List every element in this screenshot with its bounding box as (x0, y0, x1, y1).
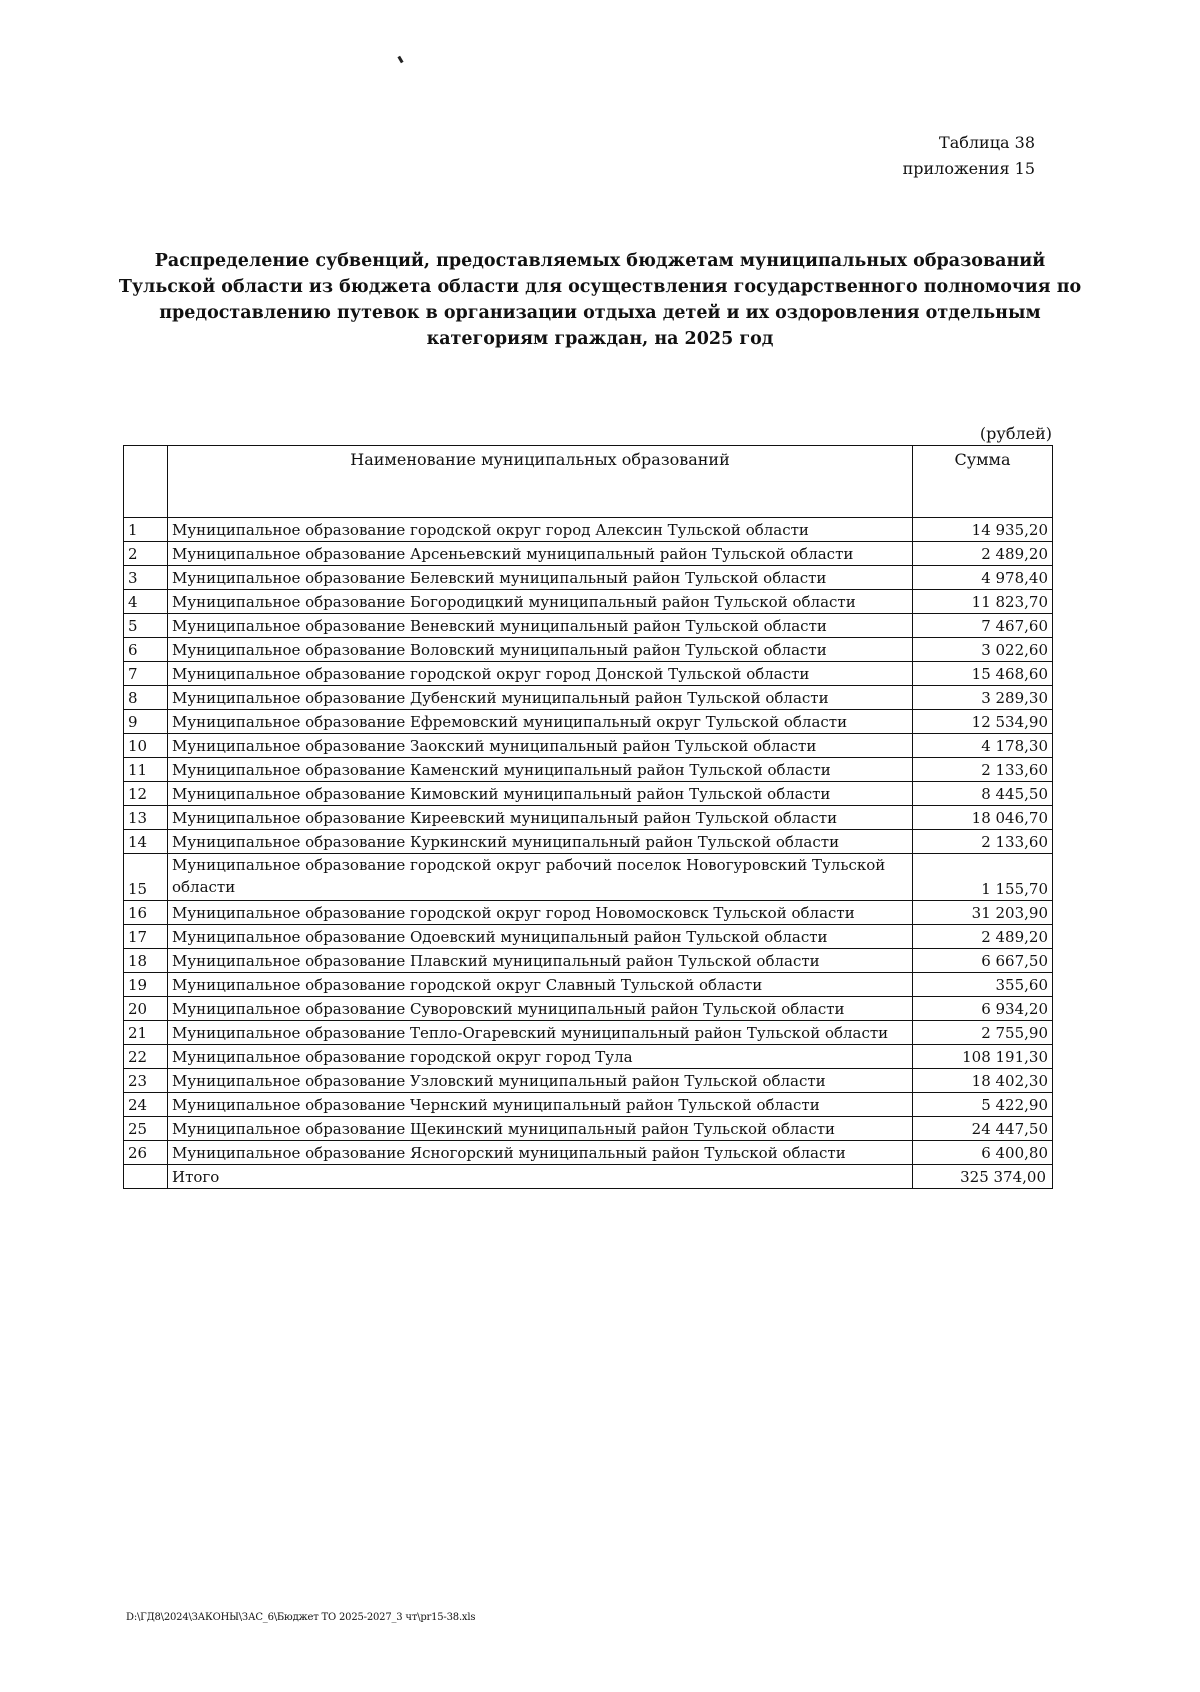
row-number: 15 (124, 854, 168, 901)
header-sum-cell: Сумма (913, 446, 1053, 518)
table-row (124, 806, 1053, 830)
municipality-name: Муниципальное образование Плавский муниципальный район Тульской области (168, 949, 913, 973)
municipality-name: Муниципальное образование Киреевский муниципальный район Тульской области (168, 806, 913, 830)
row-number: 23 (124, 1069, 168, 1093)
scan-artifact (397, 56, 403, 64)
municipality-name: Муниципальное образование Щекинский муниципальный район Тульской области (168, 1117, 913, 1141)
row-number: 8 (124, 686, 168, 710)
amount: 2 133,60 (913, 830, 1053, 854)
table-row (124, 686, 1053, 710)
amount: 8 445,50 (913, 782, 1053, 806)
table-row (124, 925, 1053, 949)
row-number: 17 (124, 925, 168, 949)
row-number: 25 (124, 1117, 168, 1141)
table-row (124, 854, 1053, 901)
table-row (124, 973, 1053, 997)
municipality-name: Муниципальное образование Суворовский муниципальный район Тульской области (168, 997, 913, 1021)
document-title (100, 248, 1100, 352)
row-number: 21 (124, 1021, 168, 1045)
municipality-name: Муниципальное образование Арсеньевский муниципальный район Тульской области (168, 542, 913, 566)
amount: 15 468,60 (913, 662, 1053, 686)
amount: 4 178,30 (913, 734, 1053, 758)
amount: 2 755,90 (913, 1021, 1053, 1045)
amount: 18 046,70 (913, 806, 1053, 830)
total-row (124, 1165, 1053, 1189)
table-row (124, 638, 1053, 662)
row-number: 10 (124, 734, 168, 758)
amount: 3 022,60 (913, 638, 1053, 662)
amount: 31 203,90 (913, 901, 1053, 925)
row-number: 9 (124, 710, 168, 734)
row-number: 22 (124, 1045, 168, 1069)
subsidy-table (123, 445, 1053, 1189)
municipality-name: Муниципальное образование Заокский муниципальный район Тульской области (168, 734, 913, 758)
table-reference (903, 130, 1035, 182)
row-number: 24 (124, 1093, 168, 1117)
total-label: Итого (168, 1165, 913, 1189)
row-number: 6 (124, 638, 168, 662)
table-row (124, 758, 1053, 782)
amount: 2 133,60 (913, 758, 1053, 782)
municipality-name: Муниципальное образование городской округ город Тула (168, 1045, 913, 1069)
table-header-row (124, 446, 1053, 518)
total-amount: 325 374,00 (913, 1165, 1053, 1189)
appendix-number: приложения 15 (902, 159, 1035, 178)
row-number: 13 (124, 806, 168, 830)
table-row (124, 590, 1053, 614)
municipality-name: Муниципальное образование городской округ Славный Тульской области (168, 973, 913, 997)
row-number: 4 (124, 590, 168, 614)
municipality-name: Муниципальное образование Дубенский муниципальный район Тульской области (168, 686, 913, 710)
amount: 6 667,50 (913, 949, 1053, 973)
table-row (124, 614, 1053, 638)
row-number: 12 (124, 782, 168, 806)
file-path: D:\ГД8\2024\ЗАКОНЫ\ЗАС_6\Бюджет ТО 2025-2027_3 чт\pr15-38.xls (126, 1612, 476, 1623)
municipality-name: Муниципальное образование Одоевский муниципальный район Тульской области (168, 925, 913, 949)
row-number: 7 (124, 662, 168, 686)
amount: 3 289,30 (913, 686, 1053, 710)
table-row (124, 1117, 1053, 1141)
municipality-name: Муниципальное образование Куркинский муниципальный район Тульской области (168, 830, 913, 854)
table-row (124, 1069, 1053, 1093)
title-line: категориям граждан, на 2025 год (426, 329, 774, 349)
amount: 6 934,20 (913, 997, 1053, 1021)
table-row (124, 734, 1053, 758)
header-name-cell: Наименование муниципальных образований (168, 446, 913, 518)
municipality-name: Муниципальное образование городской округ город Алексин Тульской области (168, 518, 913, 542)
amount: 1 155,70 (913, 854, 1053, 901)
municipality-name: Муниципальное образование Белевский муниципальный район Тульской области (168, 566, 913, 590)
title-line: предоставлению путевок в организации отдыха детей и их оздоровления отдельным (159, 303, 1041, 323)
amount: 7 467,60 (913, 614, 1053, 638)
amount: 12 534,90 (913, 710, 1053, 734)
currency-unit: (рублей) (979, 424, 1052, 443)
municipality-name: Муниципальное образование Чернский муниципальный район Тульской области (168, 1093, 913, 1117)
table-row (124, 542, 1053, 566)
amount: 14 935,20 (913, 518, 1053, 542)
row-number: 20 (124, 997, 168, 1021)
amount: 6 400,80 (913, 1141, 1053, 1165)
row-number: 2 (124, 542, 168, 566)
municipality-name: Муниципальное образование Тепло-Огаревский муниципальный район Тульской области (168, 1021, 913, 1045)
municipality-name: Муниципальное образование Каменский муниципальный район Тульской области (168, 758, 913, 782)
row-number: 16 (124, 901, 168, 925)
row-number: 19 (124, 973, 168, 997)
total-num-cell (124, 1165, 168, 1189)
amount: 355,60 (913, 973, 1053, 997)
table-row (124, 518, 1053, 542)
municipality-name: Муниципальное образование Кимовский муниципальный район Тульской области (168, 782, 913, 806)
municipality-name: Муниципальное образование Ясногорский муниципальный район Тульской области (168, 1141, 913, 1165)
municipality-name: Муниципальное образование Узловский муниципальный район Тульской области (168, 1069, 913, 1093)
table-row (124, 1045, 1053, 1069)
table-row (124, 1021, 1053, 1045)
table-row (124, 901, 1053, 925)
amount: 2 489,20 (913, 542, 1053, 566)
row-number: 26 (124, 1141, 168, 1165)
title-line: Тульской области из бюджета области для осуществления государственного полномочия по (118, 277, 1082, 297)
table-row (124, 949, 1053, 973)
municipality-name: Муниципальное образование Веневский муниципальный район Тульской области (168, 614, 913, 638)
municipality-name: Муниципальное образование городской округ город Новомосковск Тульской области (168, 901, 913, 925)
title-line: Распределение субвенций, предоставляемых бюджетам муниципальных образований (154, 251, 1046, 271)
municipality-name: Муниципальное образование городской округ город Донской Тульской области (168, 662, 913, 686)
row-number: 1 (124, 518, 168, 542)
amount: 4 978,40 (913, 566, 1053, 590)
table-row (124, 997, 1053, 1021)
municipality-name: Муниципальное образование Богородицкий муниципальный район Тульской области (168, 590, 913, 614)
row-number: 3 (124, 566, 168, 590)
row-number: 18 (124, 949, 168, 973)
header-num-cell (124, 446, 168, 518)
amount: 18 402,30 (913, 1069, 1053, 1093)
table-row (124, 1093, 1053, 1117)
table-row (124, 566, 1053, 590)
amount: 5 422,90 (913, 1093, 1053, 1117)
amount: 108 191,30 (913, 1045, 1053, 1069)
row-number: 5 (124, 614, 168, 638)
table-row (124, 782, 1053, 806)
row-number: 14 (124, 830, 168, 854)
amount: 2 489,20 (913, 925, 1053, 949)
row-number: 11 (124, 758, 168, 782)
municipality-name: Муниципальное образование городской округ рабочий поселок Новогуровский Тульской области (168, 854, 913, 901)
table-number: Таблица 38 (939, 133, 1035, 152)
table-row (124, 662, 1053, 686)
table-row (124, 710, 1053, 734)
amount: 24 447,50 (913, 1117, 1053, 1141)
table-row (124, 830, 1053, 854)
table-row (124, 1141, 1053, 1165)
amount: 11 823,70 (913, 590, 1053, 614)
municipality-name: Муниципальное образование Ефремовский муниципальный округ Тульской области (168, 710, 913, 734)
municipality-name: Муниципальное образование Воловский муниципальный район Тульской области (168, 638, 913, 662)
